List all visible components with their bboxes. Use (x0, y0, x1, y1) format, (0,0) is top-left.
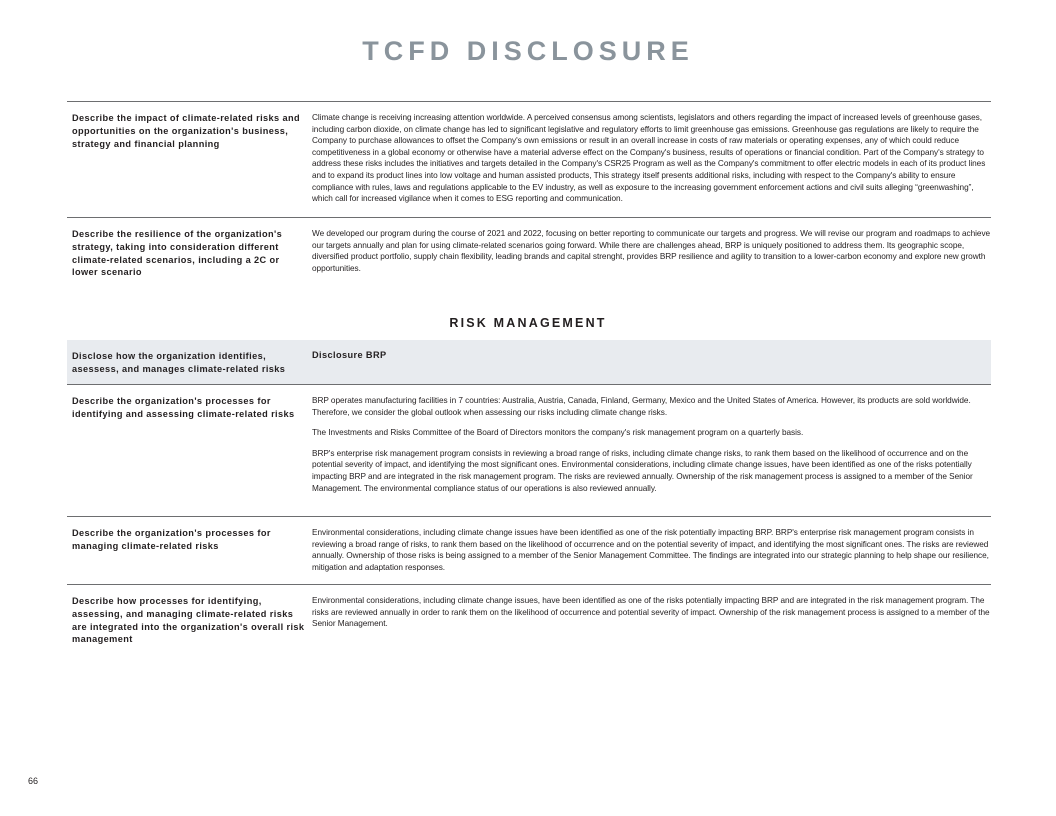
section-title: RISK MANAGEMENT (449, 316, 607, 330)
table-row (67, 516, 991, 584)
risk-management-table (67, 340, 991, 644)
row-label: Describe how processes for identifying, assessing, and managing climate-related risks are integrated into the organization's overall risk management (72, 596, 305, 645)
paragraph: The Investments and Risks Committee of the Board of Directors monitors the company's risk management program on a quarterly basis. (312, 428, 804, 438)
row-label: Describe the organization's processes for managing climate-related risks (72, 528, 271, 551)
row-text (306, 218, 991, 283)
header-value: Disclosure BRP (312, 350, 387, 360)
paragraph: Environmental considerations, including climate change issues have been identified as one of the risk potentially impacting BRP. BRP's enterprise risk management program consists in reviewing a broad range of risks, to rank them based on the likelihood of occurrence and on the potential severity of impact, and identifying the most significant ones. The risks are reviewed annually. Ownership of those risks is being assigned to a member of the Senior Management Committee. The findings are integrated into our strategic planning to help shape our resilience, mitigation and adaptation responses. (312, 528, 989, 572)
table-row (67, 217, 991, 283)
row-text (306, 585, 991, 644)
table-row (67, 385, 991, 516)
paragraph: BRP operates manufacturing facilities in 7 countries: Australia, Austria, Canada, Finland, Germany, Mexico and the United States of America. However, its products are sold worldwide. Therefore, we consider the global outlook when assessing our risks including climate change risks. (312, 396, 971, 417)
paragraph: Environmental considerations, including climate change issues, have been identified as one of the risks potentially impacting BRP and are integrated in the risk management program. The risks are reviewed annually in order to rank them on the likelihood of occurrence and potential severity of impact. Ownership of the risk management process is assigned to a member of the Senior Management. (312, 596, 990, 629)
row-label: Describe the impact of climate-related risks and opportunities on the organization's business, strategy and financial planning (72, 113, 301, 149)
row-label: Describe the organization's processes for identifying and assessing climate-related risks (72, 396, 295, 419)
row-text (306, 517, 991, 584)
row-text (306, 385, 991, 516)
paragraph: BRP's enterprise risk management program consists in reviewing a broad range of risks, including climate change risks, to rank them based on the likelihood of occurrence and on the potential severity of impact, and identifying the most significant ones. Environmental considerations, including climate change issues, have been identified as one of the risks potentially impacting BRP and are integrated in the risk management program. The risks are reviewed annually. Ownership of the risk management process is assigned to a member of the Senior Management. The environmental compliance status of our operations is also reviewed annually. (312, 448, 973, 493)
header-label: Disclose how the organization identifies, asessess, and manages climate-related risks (72, 351, 286, 374)
strategy-table (67, 101, 991, 283)
table-header (67, 340, 991, 385)
row-label: Describe the resilience of the organization's strategy, taking into consideration different climate-related scenarios, including a 2C or lower scenario (72, 229, 283, 278)
row-text (306, 102, 991, 217)
paragraph: We developed our program during the course of 2021 and 2022, focusing on better reporting to communicate our targets and progress. We will revise our program and roadmaps to achieve our targets annually and plan for using climate-related scenarios going forward. While there are challenges ahead, BRP is uniquely positioned to address them. Its geographic scope, diversified product portfolio, supply chain flexibility, leading brands and capital strenght, provides BRP resilience and agility to transition to a lower-carbon economy and explore new growth opportunities. (312, 229, 991, 273)
page-number: 66 (28, 776, 39, 786)
table-row (67, 101, 991, 217)
page-title: TCFD DISCLOSURE (362, 36, 694, 66)
table-row (67, 584, 991, 644)
paragraph: Climate change is receiving increasing attention worldwide. A perceived consensus among scientists, legislators and others regarding the impact of increased levels of greenhouse gases, including carbon dioxide, on climate change has led to significant legislative and regulatory efforts to limit greenhouse gas emissions. Greenhouse gas regulations are likely to require the Company to purchase allowances to offset the Company's own emissions or result in an overall increase in costs of raw materials or operating expenses, any of which could reduce competitiveness in a global economy or otherwise have a material adverse effect on the Company's business, results of operations or financial condition. Part of the Company's strategy to address these risks includes the initiatives and targets detailed in the Company's CSR25 Program as well as the Company's commitment to offer electric models in each of its product lines and to expand its product lines into low voltage and human assisted products, This strategy itself presents additional risks, including with respect to the Company's ability to ensure compliance with rules, laws and regulations applicable to the EV industry, as well as exposure to the increasing government enforcement actions and civil suits alleging “greenwashing”, which call for increased vigilance when it comes to ESG reporting and communication. (312, 113, 986, 204)
